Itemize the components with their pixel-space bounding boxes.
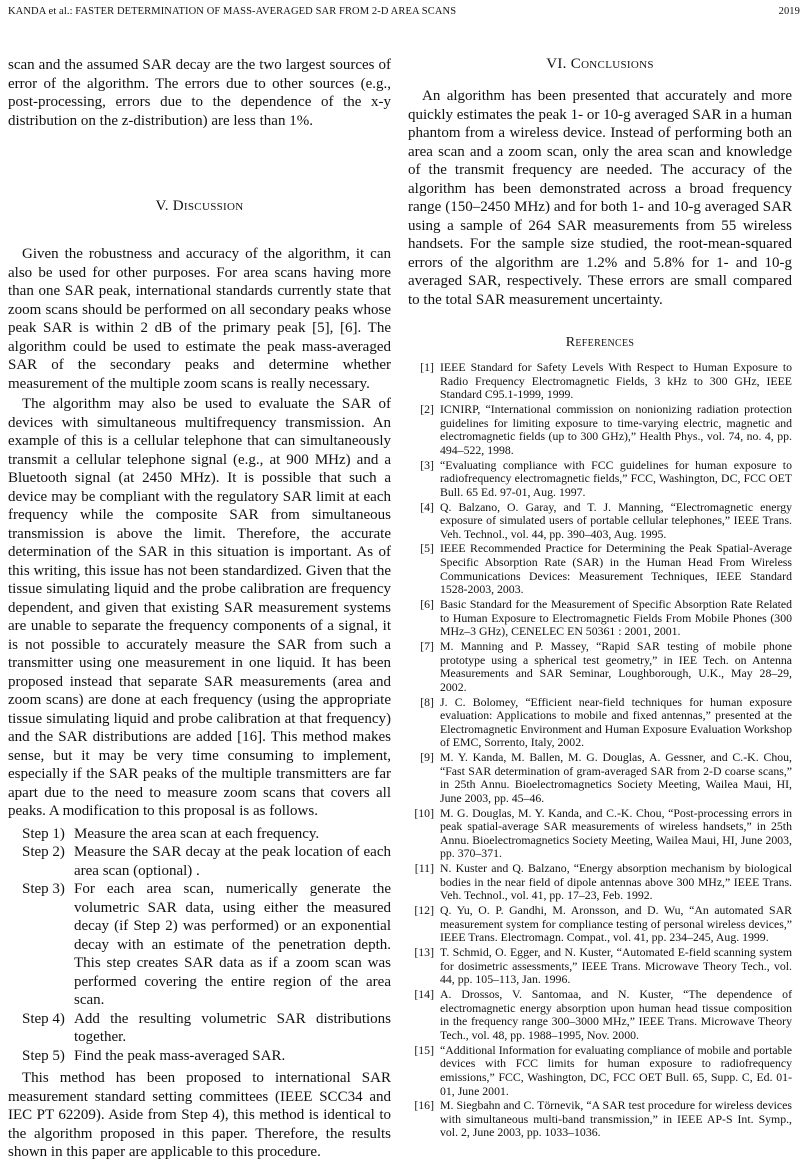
reference-item (408, 403, 792, 457)
reference-text: M. Manning and P. Massey, “Rapid SAR testing of mobile phone prototype using a spherical test geometry,” in IEE Tech. on Antenna Measurements and SAR Seminar, Loughborough, U.K., May 28–29, 2002. (440, 639, 792, 694)
reference-text: “Additional Information for evaluating compliance of mobile and portable devices with FCC limits for human exposure to radiofrequency emissions,” FCC, Washington, DC, FCC OET Bull. 65, Supp. C, Ed. 01-01, June 2001. (440, 1042, 792, 1098)
reference-text: Q. Yu, O. P. Gandhi, M. Aronsson, and D. Wu, “An automated SAR measurement system for compliance testing of personal wireless devices,” IEEE Trans. Electromagn. Compat., vol. 41, pp. 234–245, Aug. 1999. (440, 903, 792, 945)
reference-item (408, 751, 792, 805)
step-text: Measure the area scan at each frequency. (74, 825, 320, 842)
discussion-paragraph-3: This method has been proposed to international SAR measurement standard setting committees (IEEE SCC34 and IEC PT 62209). Aside from Step 4), this method is identical to the algorithm proposed in this paper. Therefore, the results shown in this paper are applicable to this procedure. (8, 1070, 391, 1160)
reference-text: IEEE Standard for Safety Levels With Respect to Human Exposure to Radio Frequency Electromagnetic Fields, 3 kHz to 300 GHz, IEEE Standard C95.1-1999, 1999. (440, 360, 792, 402)
reference-number: [8] (420, 694, 434, 709)
step-item (8, 843, 391, 880)
discussion-paragraph-1: Given the robustness and accuracy of the algorithm, it can also be used for other purposes. For area scans having more than one SAR peak, international standards currently state that zoom scans should be performed on all secondary peaks whose peak SAR is within 2 dB of the primary peak [5], [6]. The algorithm could be used to estimate the peak mass-averaged SAR of the secondary peaks and determine whether measurement of the multiple zoom scans is really necessary. (8, 246, 391, 392)
reference-number: [1] (420, 360, 434, 374)
discussion-paragraph-2: The algorithm may also be used to evaluate the SAR of devices with simultaneous multifrequency transmission. An example of this is a cellular telephone that can simultaneously transmit a cellular telephone signal (e.g., at 900 MHz) and a Bluetooth signal (at 2450 MHz). It is possible that such a device may be compliant with the regulatory SAR limit at each frequency while the composite SAR from simultaneous transmission is above the limit. Therefore, the accurate determination of the SAR in this situation is important. As of this writing, this issue has not been standardized. Given that the tissue simulating liquid and the probe calibration are frequency dependent, and given that existing SAR measurement systems are unable to separate the frequency components of a signal, it is not possible to accurately measure the SAR from such a transmitter using one measurement in one liquid. It has been proposed instead that separate SAR measurements (area and zoom scans) are done at each frequency (using the appropriate tissue simulating liquid and probe calibration at that frequency) and the SAR distributions are added [16]. This method makes sense, but it may be very time consuming to implement, especially if the SAR peaks of the multiple transmitters are far apart due to the need to measure zoom scans that covers all peaks. A modification to this proposal is as follows. (8, 396, 391, 819)
reference-item (408, 807, 792, 861)
right-column (408, 56, 792, 1141)
reference-text: Basic Standard for the Measurement of Specific Absorption Rate Related to Human Exposure to Electromagnetic Fields From Mobile Phones (300 MHz–3 GHz), CENELEC EN 50361 : 2001, 2001. (440, 597, 792, 639)
reference-number: [16] (414, 1098, 434, 1113)
reference-number: [10] (414, 805, 434, 820)
reference-item (408, 459, 792, 500)
reference-text: IEEE Recommended Practice for Determining the Peak Spatial-Average Specific Absorption Rate (SAR) in the Human Head From Wireless Communications Devices: Measurement Techniques, IEEE Standard 1528-2003, 2003. (440, 541, 792, 597)
reference-item (408, 946, 792, 987)
reference-text: M. G. Douglas, M. Y. Kanda, and C.-K. Chou, “Post-processing errors in peak spatial-average SAR measurements of wireless handsets,” in 25th Annu. Bioelectromagnetics Society Meeting, Wailea Maui, HI, June 2003, pp. 370–371. (440, 805, 792, 861)
reference-item (408, 640, 792, 694)
step-item (8, 1047, 391, 1066)
step-label: Step 2) (22, 844, 65, 860)
step-text: Measure the SAR decay at the peak location of each area scan (optional) . (74, 844, 391, 879)
step-list (8, 825, 391, 1066)
step-text: For each area scan, numerically generate the volumetric SAR data, using either the measured decay (if Step 2) was performed) or an exponential decay with an estimate of the penetration depth. This step creates SAR data as if a zoom scan was performed covering the entire region of the area scan. (74, 881, 391, 1008)
step-text: Find the peak mass-averaged SAR. (74, 1047, 286, 1064)
reference-number: [2] (420, 401, 434, 416)
reference-number: [6] (420, 597, 434, 612)
reference-number: [7] (420, 639, 434, 653)
running-header (8, 6, 800, 22)
reference-number: [9] (420, 750, 434, 765)
reference-text: Q. Balzano, O. Garay, and T. J. Manning, “Electromagnetic energy exposure of simulated users of portable cellular telephones,” IEEE Trans. Veh. Technol., vol. 44, pp. 390–403, Aug. 1995. (440, 499, 792, 541)
reference-text: N. Kuster and Q. Balzano, “Energy absorption mechanism by biological bodies in the near field of dipole antennas above 300 MHz,” IEEE Trans. Veh. Technol., vol. 41, pp. 17–23, Feb. 1992. (440, 861, 792, 903)
section-title-references: References (565, 335, 635, 350)
reference-number: [11] (414, 861, 434, 876)
step-item (8, 1010, 391, 1047)
conclusions-paragraph: An algorithm has been presented that accurately and more quickly estimates the peak 1- or 10-g averaged SAR in a human phantom from a wireless device. Instead of performing both an area scan and a zoom scan, only the area scan and knowledge of the transmit frequency are needed. The accuracy of the algorithm has been demonstrated across a broad frequency range (150–2450 MHz) and for both 1- and 10-g averaged SAR using a sample of 264 SAR measurements from 55 wireless handsets. For the sample size studied, the root-mean-squared errors of the algorithm are 1.2% and 5.8% for 1- and 10-g averaged SAR, respectively. These errors are small compared to the total SAR measurement uncertainty. (408, 88, 792, 308)
reference-number: [15] (414, 1042, 434, 1057)
section-title-discussion: V. Discussion (155, 198, 244, 214)
reference-text: M. Y. Kanda, M. Ballen, M. G. Douglas, A. Gessner, and C.-K. Chou, “Fast SAR determination of gram-averaged SAR from 2-D coarse scans,” in 25th Annu. Bioelectromagnetics Society Meeting, Wailea Maui, HI, June 2003, pp. 45–46. (440, 750, 792, 805)
reference-item (408, 542, 792, 596)
reference-item (408, 696, 792, 750)
reference-text: J. C. Bolomey, “Efficient near-field techniques for human exposure evaluation: Applications to mobile and fixed antennas,” presented at the Electromagnetic Environment and Human Exposure Evaluation Workshop of EMC, Sorrento, Italy, 2002. (440, 694, 792, 750)
page-number: 2019 (778, 6, 800, 17)
reference-item (408, 904, 792, 945)
section-title-conclusions: VI. Conclusions (546, 56, 654, 72)
reference-number: [12] (414, 903, 434, 918)
reference-text: M. Siegbahn and C. Törnevik, “A SAR test procedure for wireless devices with simultaneous multi-band transmission,” in IEEE AP-S Int. Symp., vol. 2, June 2003, pp. 1033–1036. (440, 1098, 792, 1140)
reference-item (408, 988, 792, 1042)
reference-item (408, 1044, 792, 1098)
left-column (8, 56, 391, 1162)
reference-text: “Evaluating compliance with FCC guidelines for human exposure to radiofrequency electromagnetic fields,” FCC, Washington, DC, FCC OET Bull. 65 Ed. 97-01, Aug. 1997. (440, 457, 792, 499)
reference-number: [3] (420, 457, 434, 472)
reference-item (408, 862, 792, 903)
reference-item (408, 598, 792, 639)
step-label: Step 1) (22, 825, 65, 842)
step-item (8, 825, 391, 844)
reference-text: A. Drossos, V. Santomaa, and N. Kuster, “The dependence of electromagnetic energy absorption upon human head tissue composition in the frequency range 300–3000 MHz,” IEEE Trans. Microwave Theory Tech., vol. 48, pp. 1988–1995, Nov. 2000. (440, 987, 792, 1042)
step-label: Step 3) (22, 881, 65, 897)
reference-list (408, 361, 792, 1140)
step-item (8, 880, 391, 1010)
running-title: KANDA et al.: FASTER DETERMINATION OF MASS-AVERAGED SAR FROM 2-D AREA SCANS (8, 6, 457, 17)
step-label: Step 5) (22, 1047, 65, 1064)
reference-number: [14] (414, 987, 434, 1002)
reference-item (408, 501, 792, 542)
reference-number: [13] (414, 945, 434, 960)
reference-number: [5] (420, 541, 434, 556)
step-text: Add the resulting volumetric SAR distributions together. (74, 1010, 391, 1045)
reference-number: [4] (420, 499, 434, 514)
reference-text: ICNIRP, “International commission on nonionizing radiation protection guidelines for limiting exposure to time-varying electric, magnetic and electromagnetic fields (up to 300 GHz),” Health Phys., vol. 74, no. 4, pp. 494–522, 1998. (440, 401, 792, 457)
reference-text: T. Schmid, O. Egger, and N. Kuster, “Automated E-field scanning system for dosimetric assessments,” IEEE Trans. Microwave Theory Tech., vol. 44, pp. 105–113, Jan. 1996. (440, 945, 792, 987)
reference-item (408, 361, 792, 402)
intro-paragraph: scan and the assumed SAR decay are the two largest sources of error of the algorithm. The errors due to other sources (e.g., post-processing, errors due to the dependence of the x-y distribution on the z-distribution) are less than 1%. (8, 57, 391, 129)
step-label: Step 4) (22, 1010, 65, 1027)
